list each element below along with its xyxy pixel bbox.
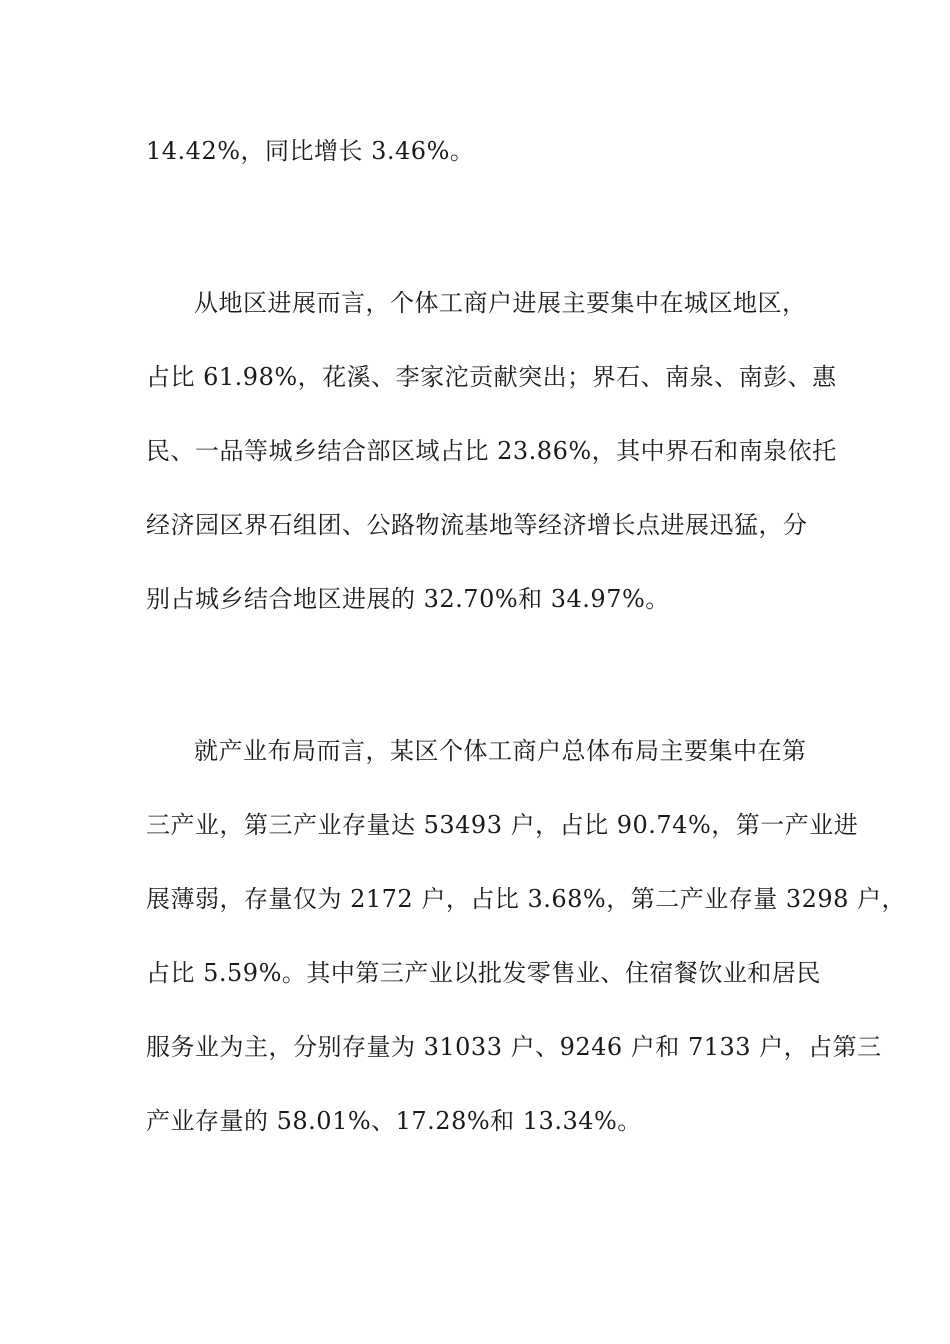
paragraph-3-line-5: 服务业为主，分别存量为 31033 户、9246 户和 7133 户，占第三 (146, 1033, 882, 1061)
paragraph-2-line-5: 别占城乡结合地区进展的 32.70%和 34.97%。 (146, 585, 670, 613)
paragraph-3-line-2: 三产业，第三产业存量达 53493 户，占比 90.74%，第一产业进 (146, 811, 859, 839)
paragraph-2-line-2: 占比 61.98%，花溪、李家沱贡献突出；界石、南泉、南彭、惠 (146, 363, 837, 391)
paragraph-2-line-1: 从地区进展而言，个体工商户进展主要集中在城区地区， (194, 289, 807, 317)
paragraph-2-line-3: 民、一品等城乡结合部区域占比 23.86%，其中界石和南泉依托 (146, 437, 837, 465)
paragraph-2-line-4: 经济园区界石组团、公路物流基地等经济增长点进展迅猛，分 (146, 511, 808, 539)
paragraph-3-line-1: 就产业布局而言，某区个体工商户总体布局主要集中在第 (194, 737, 807, 765)
paragraph-3-line-6: 产业存量的 58.01%、17.28%和 13.34%。 (146, 1107, 642, 1135)
paragraph-3-line-3: 展薄弱，存量仅为 2172 户，占比 3.68%，第二产业存量 3298 户， (146, 885, 907, 913)
paragraph-3-line-4: 占比 5.59%。其中第三产业以批发零售业、住宿餐饮业和居民 (146, 959, 821, 987)
paragraph-1-line-1: 14.42%，同比增长 3.46%。 (146, 137, 475, 165)
